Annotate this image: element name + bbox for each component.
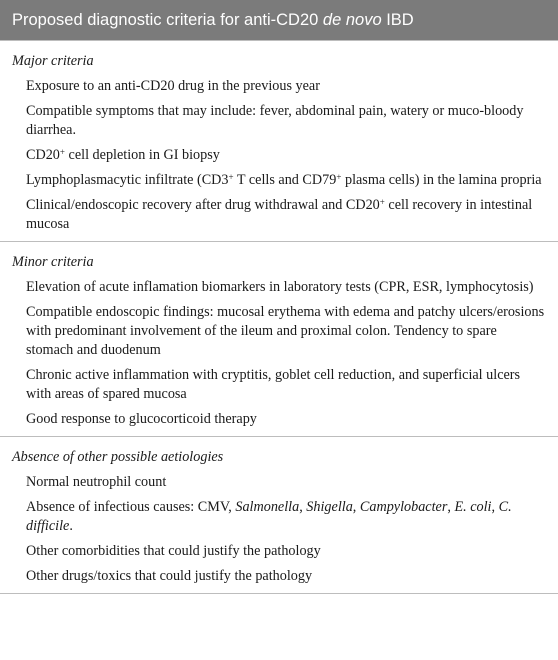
- list-item: Clinical/endoscopic recovery after drug withdrawal and CD20+ cell recovery in intestinal mucosa: [26, 197, 533, 232]
- minor-criteria-section: [0, 242, 558, 437]
- table-header: [0, 0, 558, 40]
- list-item: Compatible symptoms that may include: fever, abdominal pain, watery or muco-bloody diarrhea.: [26, 103, 524, 138]
- list-item: Normal neutrophil count: [26, 474, 167, 490]
- list-item: Chronic active inflammation with cryptitis, goblet cell reduction, and superficial ulcers with areas of spared mucosa: [26, 367, 521, 402]
- list-item: Lymphoplasmacytic infiltrate (CD3+ T cells and CD79+ plasma cells) in the lamina propria: [26, 172, 542, 188]
- absence-section: [0, 437, 558, 594]
- list-item: Compatible endoscopic findings: mucosal erythema with edema and patchy ulcers/erosions with predominant involvement of the ileum and proximal colon. Tendency to spare stomach and duodenum: [26, 304, 545, 358]
- list-item: Elevation of acute inflamation biomarkers in laboratory tests (CPR, ESR, lymphocytosis): [26, 279, 534, 295]
- list-item: Absence of infectious causes: CMV, Salmonella, Shigella, Campylobacter, E. coli, C. difficile.: [26, 499, 512, 534]
- absence-title: Absence of other possible aetiologies: [12, 449, 224, 465]
- list-item: CD20+ cell depletion in GI biopsy: [26, 147, 220, 163]
- list-item: Good response to glucocorticoid therapy: [26, 411, 257, 427]
- minor-criteria-title: Minor criteria: [12, 254, 94, 270]
- list-item: Other comorbidities that could justify the pathology: [26, 543, 321, 559]
- table-title: Proposed diagnostic criteria for anti-CD20 de novo IBD: [12, 10, 414, 29]
- major-criteria-title: Major criteria: [12, 53, 94, 69]
- list-item: Exposure to an anti-CD20 drug in the previous year: [26, 78, 320, 94]
- major-criteria-section: [0, 40, 558, 242]
- list-item: Other drugs/toxics that could justify the pathology: [26, 568, 313, 584]
